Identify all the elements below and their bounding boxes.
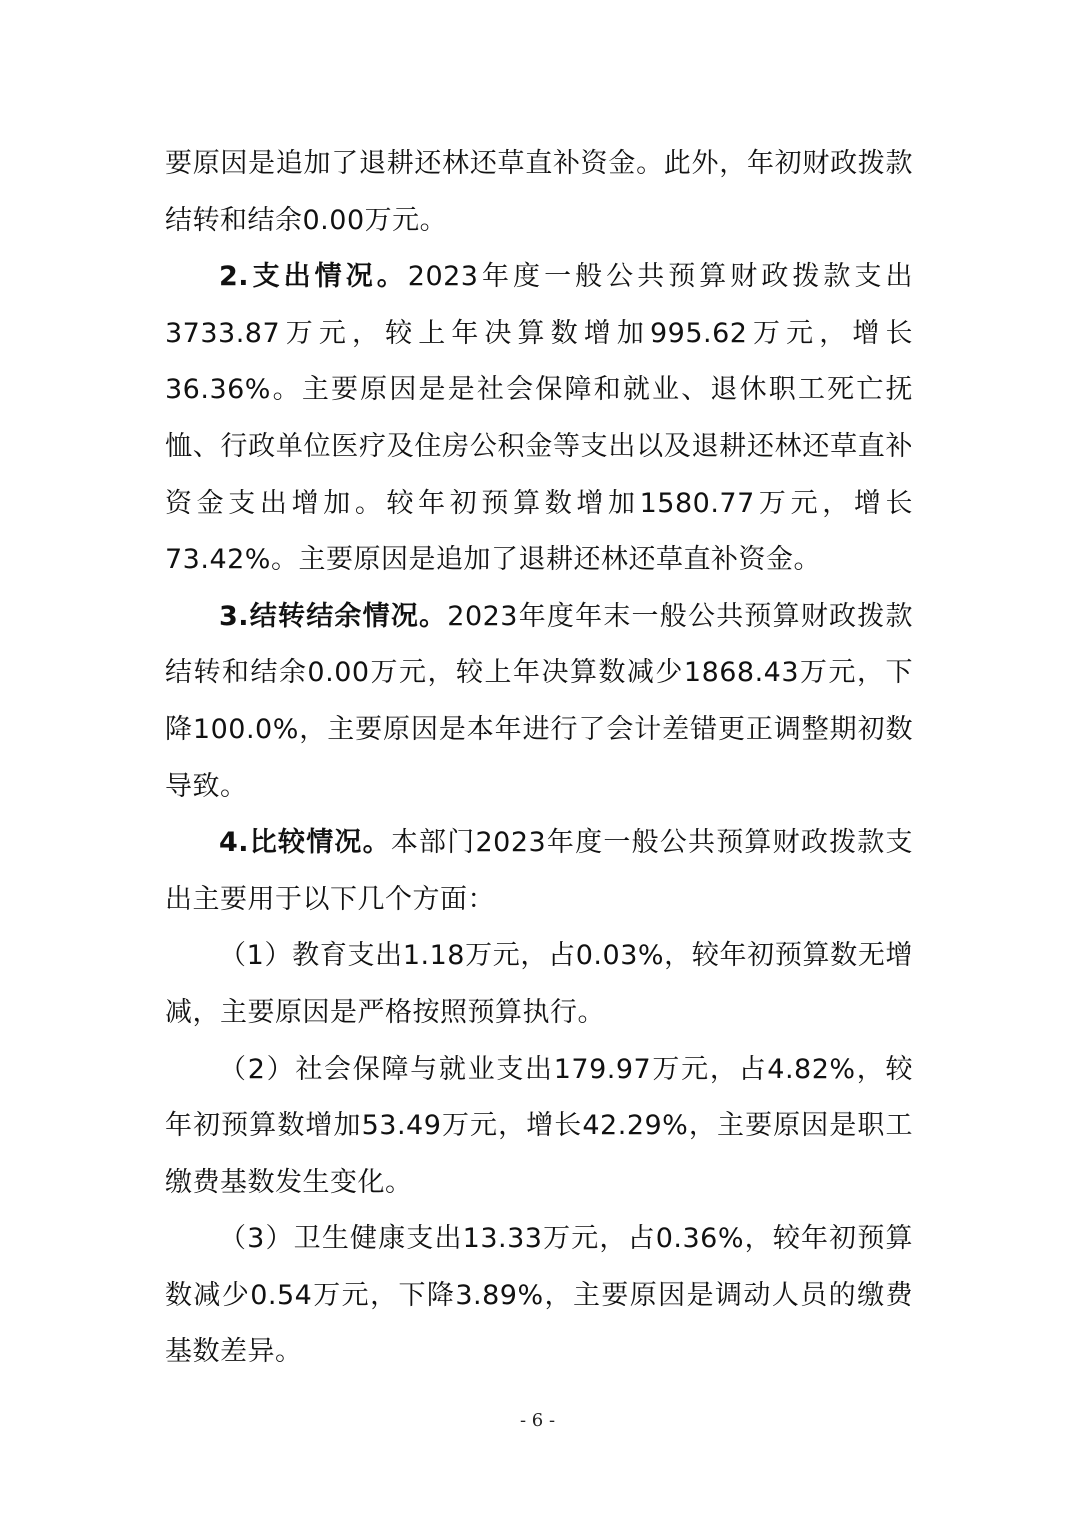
- paragraph-comparison: [165, 815, 913, 928]
- paragraph-text: （1）教育支出1.18万元，占0.03%，较年初预算数无增减，主要原因是严格按照预算执行。: [165, 940, 913, 1028]
- list-item-social-security: [165, 1042, 913, 1212]
- section-heading-comparison: 4.比较情况。: [219, 827, 391, 859]
- list-item-health: [165, 1211, 913, 1381]
- paragraph-expenditure: [165, 249, 913, 589]
- section-heading-carryover: 3.结转结余情况。: [219, 600, 448, 632]
- paragraph-carryover: [165, 589, 913, 815]
- document-body: [165, 136, 913, 1381]
- paragraph-text: 本部门2023年度一般公共预算财政拨款支出主要用于以下几个方面：: [165, 827, 913, 915]
- paragraph-text: 2023年度年末一般公共预算财政拨款结转和结余0.00万元，较上年决算数减少1868.43万元，下降100.0%，主要原因是本年进行了会计差错更正调整期初数导致。: [165, 600, 913, 802]
- paragraph-continuation: [165, 136, 913, 249]
- paragraph-text: 2023年度一般公共预算财政拨款支出3733.87万元，较上年决算数增加995.62万元，增长36.36%。主要原因是是社会保障和就业、退休职工死亡抚恤、行政单位医疗及住房公积金等支出以及退耕还林还草直补资金支出增加。较年初预算数增加1580.77万元，增长73.42%。主要原因是追加了退耕还林还草直补资金。: [165, 261, 913, 576]
- paragraph-text: （3）卫生健康支出13.33万元，占0.36%，较年初预算数减少0.54万元，下降3.89%，主要原因是调动人员的缴费基数差异。: [165, 1223, 913, 1368]
- paragraph-text: 要原因是追加了退耕还林还草直补资金。此外，年初财政拨款结转和结余0.00万元。: [165, 148, 913, 236]
- list-item-education: [165, 928, 913, 1041]
- page-number: - 6 -: [519, 1410, 556, 1431]
- section-heading-expenditure: 2.支出情况。: [219, 261, 408, 293]
- paragraph-text: （2）社会保障与就业支出179.97万元，占4.82%，较年初预算数增加53.49万元，增长42.29%，主要原因是职工缴费基数发生变化。: [165, 1053, 913, 1198]
